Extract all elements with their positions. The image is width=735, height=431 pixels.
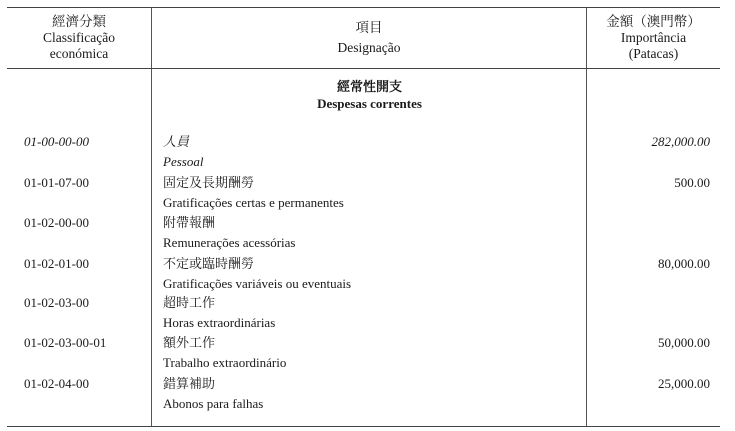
- row-designation-zh: 人員: [163, 134, 190, 149]
- table-row: [7, 374, 720, 414]
- header-amount-zh: 金額（澳門幣）: [606, 14, 701, 29]
- header-classification-pt-2: económica: [49, 46, 109, 61]
- row-designation-zh: 不定或臨時酬勞: [163, 256, 255, 271]
- row-amount: 282,000.00: [651, 134, 710, 149]
- header-designation-zh: 項目: [355, 20, 383, 35]
- row-designation-pt: Gratificações variáveis ou eventuais: [163, 276, 352, 291]
- row-designation-zh: 額外工作: [163, 335, 216, 350]
- row-code: 01-00-00-00: [24, 134, 89, 149]
- row-designation-pt: Horas extraordinárias: [163, 315, 276, 330]
- header-classification-zh: 經濟分類: [52, 14, 106, 29]
- table-row: [7, 173, 720, 213]
- table-row: [7, 333, 720, 373]
- row-designation-pt: Pessoal: [163, 154, 204, 169]
- row-designation-zh: 錯算補助: [163, 376, 216, 391]
- header-classification-pt-1: Classificação: [43, 30, 115, 45]
- section-title-zh: 經常性開支: [336, 79, 402, 94]
- row-code: 01-01-07-00: [24, 175, 89, 190]
- row-code: 01-02-03-00: [24, 295, 89, 310]
- table-row: [7, 293, 720, 333]
- header-amount-pt-1: Importância: [620, 30, 687, 45]
- header-amount-pt-2: (Patacas): [628, 46, 679, 61]
- row-designation-pt: Remunerações acessórias: [163, 235, 296, 250]
- header-divider: [7, 68, 720, 69]
- table-row: [7, 254, 720, 294]
- header-classification: [7, 8, 151, 68]
- row-designation-zh: 固定及長期酬勞: [163, 175, 255, 190]
- section-title-pt: Despesas correntes: [317, 96, 422, 111]
- row-designation-pt: Gratificações certas e permanentes: [163, 195, 344, 210]
- budget-table: [7, 7, 720, 427]
- row-designation-zh: 附帶報酬: [163, 215, 216, 230]
- row-designation-pt: Abonos para falhas: [163, 396, 264, 411]
- header-amount: [587, 8, 720, 68]
- row-amount: 50,000.00: [658, 335, 710, 350]
- table-row: [7, 213, 720, 253]
- row-code: 01-02-00-00: [24, 215, 89, 230]
- row-code: 01-02-03-00-01: [24, 335, 107, 350]
- row-amount: 80,000.00: [658, 256, 710, 271]
- table-row: [7, 132, 720, 172]
- row-designation-zh: 超時工作: [163, 295, 216, 310]
- header-designation-pt: Designação: [337, 40, 401, 55]
- row-code: 01-02-04-00: [24, 376, 89, 391]
- header-designation: [152, 8, 586, 68]
- row-amount: 500.00: [674, 175, 710, 190]
- row-amount: 25,000.00: [658, 376, 710, 391]
- row-designation-pt: Trabalho extraordinário: [163, 355, 287, 370]
- row-code: 01-02-01-00: [24, 256, 89, 271]
